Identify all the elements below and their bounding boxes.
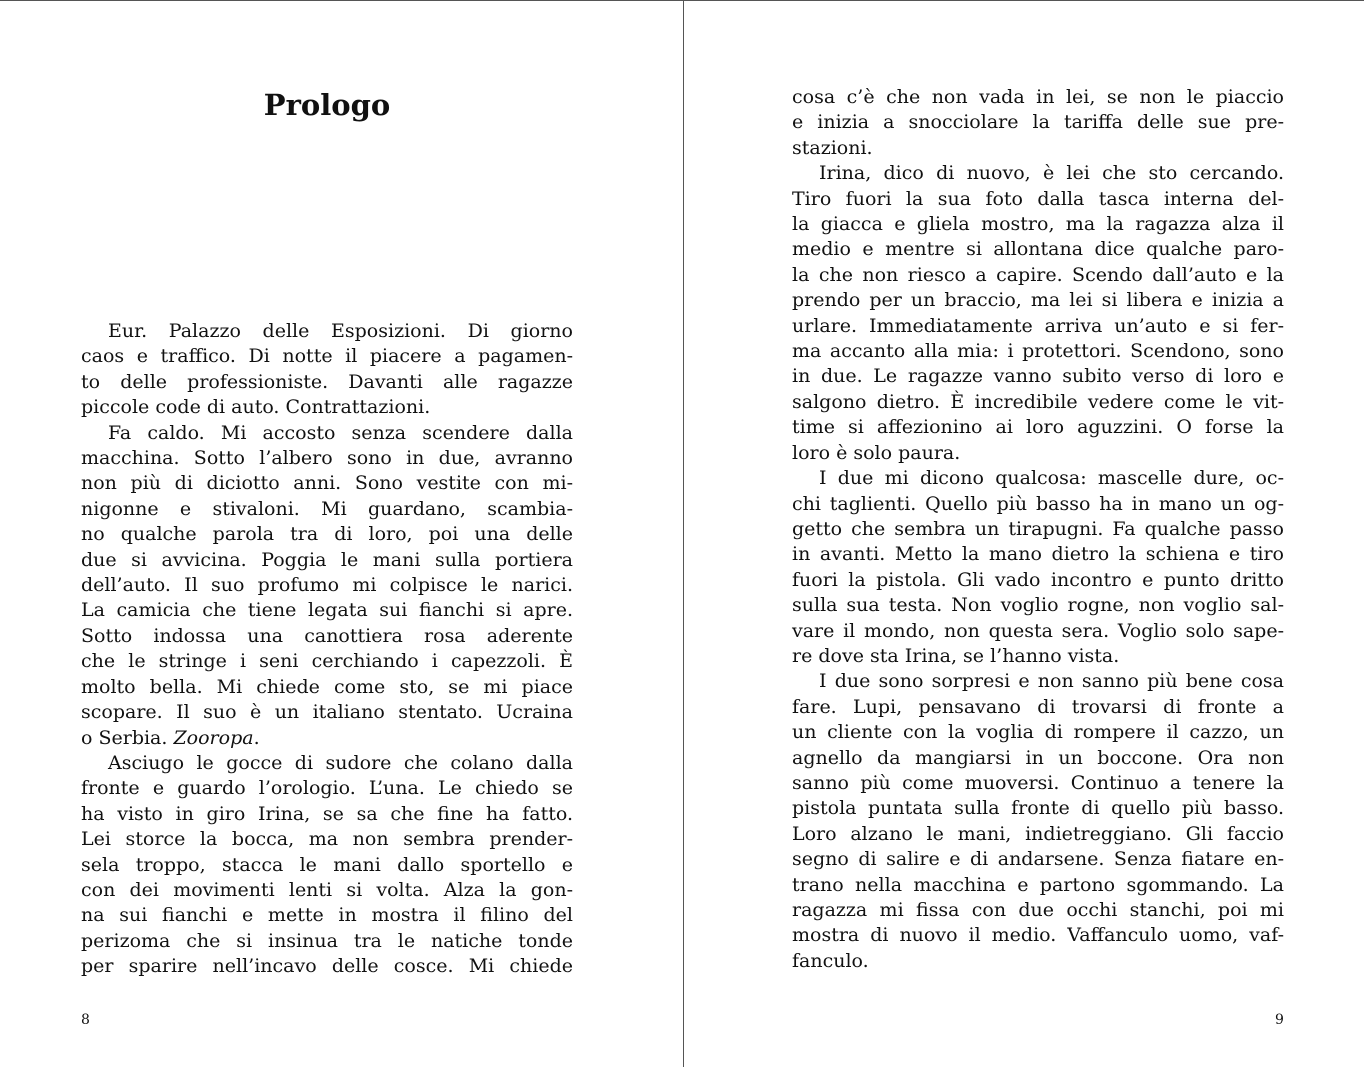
text-line: stazioni. bbox=[792, 136, 873, 159]
page-number: 8 bbox=[81, 1012, 90, 1028]
text-line: fanculo. bbox=[792, 949, 869, 972]
text-line: con dei movimenti lenti si volta. Alza la gon- bbox=[81, 878, 573, 901]
text-fragment: . bbox=[253, 726, 260, 749]
text-line: pistola puntata sulla fronte di quello più basso. bbox=[792, 797, 1284, 820]
text-line: ragazza mi fissa con due occhi stanchi, poi mi bbox=[792, 899, 1284, 921]
text-line: La camicia che tiene legata sui fianchi si apre. bbox=[81, 599, 573, 622]
paragraph bbox=[81, 421, 573, 751]
text-line: no qualche parola tra di loro, poi una delle bbox=[81, 523, 573, 546]
text-line: time si affezionino ai loro aguzzini. O forse la bbox=[792, 416, 1284, 439]
text-line: medio e mentre si allontana dice qualche paro- bbox=[792, 238, 1284, 261]
text-line: sanno più come muoversi. Continuo a tenere la bbox=[792, 771, 1284, 794]
text-line: agnello da mangiarsi in un boccone. Ora non bbox=[792, 746, 1284, 769]
italic-word: Zooropa bbox=[173, 726, 254, 749]
text-line: fare. Lupi, pensavano di trovarsi di fronte a bbox=[792, 695, 1284, 718]
text-line: due si avvicina. Poggia le mani sulla portiera bbox=[81, 548, 573, 571]
paragraph bbox=[792, 669, 1284, 974]
text-line: Tiro fuori la sua foto dalla tasca interna del- bbox=[792, 187, 1284, 210]
text-line: I due sono sorpresi e non sanno più bene cosa bbox=[819, 670, 1284, 693]
left-page bbox=[0, 1, 683, 1067]
paragraph bbox=[81, 751, 573, 980]
text-line: ma accanto alla mia: i protettori. Scendono, sono bbox=[792, 340, 1284, 363]
text-line: salgono dietro. È incredibile vedere come le vit- bbox=[792, 390, 1284, 413]
paragraph bbox=[792, 161, 1284, 466]
text-line: sela troppo, stacca le mani dallo sportello e bbox=[81, 853, 573, 876]
text-line: in avanti. Metto la mano dietro la schiena e tiro bbox=[792, 543, 1284, 566]
text-line: fronte e guardo l’orologio. L’una. Le chiedo se bbox=[81, 777, 573, 800]
page-number: 9 bbox=[1275, 1012, 1284, 1028]
chapter-title: Prologo bbox=[263, 88, 391, 122]
paragraph bbox=[81, 319, 573, 421]
text-line: re dove sta Irina, se l’hanno vista. bbox=[792, 644, 1120, 667]
text-line: dell’auto. Il suo profumo mi colpisce le narici. bbox=[81, 574, 573, 597]
text-line: macchina. Sotto l’albero sono in due, avranno bbox=[81, 447, 573, 470]
text-line: Asciugo le gocce di sudore che colano dalla bbox=[108, 751, 573, 774]
text-line: molto bella. Mi chiede come sto, se mi piace bbox=[81, 675, 573, 698]
text-line: trano nella macchina e partono sgommando. La bbox=[792, 873, 1284, 896]
text-line: to delle professioniste. Davanti alle ragazze bbox=[81, 370, 573, 393]
text-line: e inizia a snocciolare la tariffa delle sue pre- bbox=[792, 111, 1284, 134]
text-line: chi taglienti. Quello più basso ha in mano un og- bbox=[792, 492, 1284, 515]
text-line: segno di salire e di andarsene. Senza fiatare en- bbox=[792, 848, 1284, 871]
text-line: I due mi dicono qualcosa: mascelle dure, oc- bbox=[819, 467, 1284, 490]
text-line: getto che sembra un tirapugni. Fa qualche passo bbox=[792, 517, 1284, 540]
text-line: sulla sua testa. Non voglio rogne, non voglio sal- bbox=[792, 594, 1284, 617]
text-line: nigonne e stivaloni. Mi guardano, scambia- bbox=[81, 497, 573, 520]
text-line: caos e traffico. Di notte il piacere a pagamen- bbox=[81, 345, 573, 368]
text-line: scopare. Il suo è un italiano stentato. Ucraina bbox=[81, 701, 573, 724]
paragraph bbox=[792, 85, 1284, 161]
text-line bbox=[81, 726, 573, 751]
text-line: piccole code di auto. Contrattazioni. bbox=[81, 396, 431, 419]
text-line: urlare. Immediatamente arriva un’auto e si fer- bbox=[792, 314, 1284, 337]
text-line: la che non riesco a capire. Scendo dall’auto e la bbox=[792, 263, 1284, 286]
text-line: vare il mondo, non questa sera. Voglio solo sape- bbox=[792, 619, 1284, 642]
text-fragment: o Serbia. bbox=[81, 726, 174, 749]
text-line: fuori la pistola. Gli vado incontro e punto dritto bbox=[792, 568, 1284, 591]
paragraph bbox=[792, 466, 1284, 669]
text-line: Lei storce la bocca, ma non sembra prender- bbox=[81, 828, 573, 851]
text-line: un cliente con la voglia di rompere il cazzo, un bbox=[792, 721, 1284, 744]
text-line: in due. Le ragazze vanno subito verso di loro e bbox=[792, 365, 1284, 388]
text-line: che le stringe i seni cerchiando i capezzoli. È bbox=[81, 650, 573, 673]
text-line: Sotto indossa una canottiera rosa aderente bbox=[81, 624, 573, 647]
text-line: Fa caldo. Mi accosto senza scendere dalla bbox=[108, 421, 573, 444]
text-line: na sui fianchi e mette in mostra il filino del bbox=[81, 904, 573, 927]
text-line: la giacca e gliela mostro, ma la ragazza alza il bbox=[792, 213, 1284, 236]
text-line: per sparire nell’incavo delle cosce. Mi chiede bbox=[81, 955, 573, 978]
text-line: non più di diciotto anni. Sono vestite con mi- bbox=[81, 472, 573, 495]
text-line: mostra di nuovo il medio. Vaffanculo uomo, vaf- bbox=[792, 924, 1284, 947]
text-line: Loro alzano le mani, indietreggiano. Gli faccio bbox=[792, 822, 1284, 845]
text-line: ha visto in giro Irina, se sa che fine ha fatto. bbox=[81, 802, 573, 825]
text-line: Irina, dico di nuovo, è lei che sto cercando. bbox=[819, 162, 1284, 185]
text-line: prendo per un braccio, ma lei si libera e inizia a bbox=[792, 289, 1284, 312]
right-page-body bbox=[792, 85, 1284, 974]
text-line: Eur. Palazzo delle Esposizioni. Di giorno bbox=[108, 320, 573, 342]
text-line: perizoma che si insinua tra le natiche tonde bbox=[81, 929, 573, 952]
left-page-body bbox=[81, 319, 573, 980]
text-line: loro è solo paura. bbox=[792, 441, 961, 464]
right-page bbox=[684, 1, 1364, 1067]
text-line: cosa c’è che non vada in lei, se non le piaccio bbox=[792, 86, 1284, 108]
